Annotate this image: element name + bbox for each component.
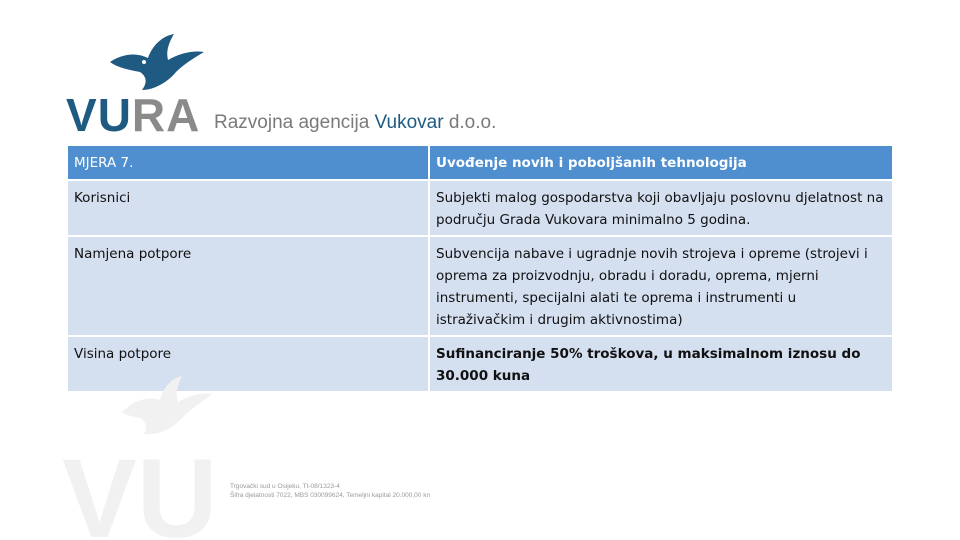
row-value-cell: Subvencija nabave i ugradnje novih strojeva i opreme (strojevi i oprema za proizvodnju, obradu i doradu, oprema, mjerni instrumenti, specijalni alati te oprema i instrumenti u istraživačkim i drugim aktivnostima): [429, 236, 893, 336]
brand-letters-ra: RA: [131, 89, 201, 141]
table-row-korisnici: [67, 180, 893, 236]
brand-subtitle-strong: Vukovar: [374, 112, 444, 133]
row-value-cell: Sufinanciranje 50% troškova, u maksimalnom iznosu do 30.000 kuna: [429, 336, 893, 392]
row-label-cell: Visina potpore: [67, 336, 429, 392]
footer-legal: [230, 482, 430, 500]
footer-line-1: Trgovački sud u Osijeku, Tt-08/1323-4: [230, 483, 340, 490]
brand-subtitle: [214, 112, 496, 134]
measure-table: [66, 144, 894, 393]
brand-subtitle-post: d.o.o.: [443, 112, 497, 133]
brand-subtitle-pre: Razvojna agencija: [214, 112, 375, 133]
watermark-text: VU: [62, 436, 218, 540]
company-logo: [66, 32, 497, 141]
row-value-cell: Subjekti malog gospodarstva koji obavljaju poslovnu djelatnost na području Grada Vukovara minimalno 5 godina.: [429, 180, 893, 236]
dove-icon: [102, 32, 206, 92]
header-value-cell: Uvođenje novih i poboljšanih tehnologija: [429, 145, 893, 180]
footer-line-2: Šifra djelatnosti 7022, MBS 030099624, Temeljni kapital 20.000,00 kn: [230, 492, 431, 499]
brand-letter-v: V: [66, 89, 98, 141]
logo-watermark: [62, 372, 272, 540]
row-label-cell: Korisnici: [67, 180, 429, 236]
brand-wordmark: [66, 89, 201, 141]
row-label-cell: Namjena potpore: [67, 236, 429, 336]
header-label-cell: MJERA 7.: [67, 145, 429, 180]
table-row-namjena: [67, 236, 893, 336]
brand-letter-u: U: [97, 89, 132, 141]
table-header-row: [67, 145, 893, 180]
